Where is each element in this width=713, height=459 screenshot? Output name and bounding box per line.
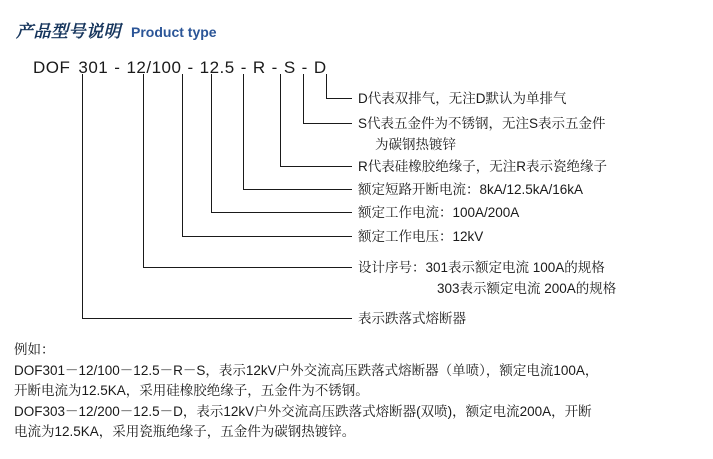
leader-design-serial <box>144 74 353 268</box>
page-title-cn: 产品型号说明 <box>16 22 121 41</box>
leader-s <box>304 74 353 124</box>
example-line-1: DOF301－12/100－12.5－R－S，表示12kV户外交流高压跌落式熔断器（单喷），额定电流100A， <box>14 362 599 378</box>
callout-double-vent: D代表双排气，无注D默认为单排气 <box>358 91 567 106</box>
leader-d <box>327 74 353 99</box>
model-segment-dof: DOF <box>33 58 71 77</box>
model-dash-2: - <box>187 58 194 77</box>
model-code-row <box>32 58 328 78</box>
callout-rated-current: 额定工作电流：100A/200A <box>358 205 520 220</box>
callout-design-serial: 设计序号：301表示额定电流 100A的规格 <box>358 260 605 275</box>
callout-insulator: R代表硅橡胶绝缘子，无注R表示瓷绝缘子 <box>358 159 607 174</box>
leader-breaking-current <box>244 74 353 190</box>
callout-product-name: 表示跌落式熔断器 <box>358 311 466 326</box>
example-block <box>14 340 704 443</box>
callout-breaking-current: 额定短路开断电流：8kA/12.5kA/16kA <box>358 182 584 197</box>
model-dash-5: - <box>301 58 308 77</box>
model-segment-301: 301 <box>78 58 109 77</box>
leader-r <box>281 74 353 167</box>
callout-galvanized: 为碳钢热镀锌 <box>375 137 456 152</box>
model-segment-d: D <box>313 58 327 77</box>
callout-design-serial-2: 303表示额定电流 200A的规格 <box>437 281 617 296</box>
callout-stainless-steel: S代表五金件为不锈钢，无注S表示五金件 <box>358 116 606 131</box>
leader-rated-current <box>212 74 353 213</box>
model-segment-12-100: 12/100 <box>126 58 182 77</box>
example-line-3: DOF303－12/200－12.5－D，表示12kV户外交流高压跌落式熔断器(双喷)，额定电流200A，开断 <box>14 403 592 419</box>
example-line-2: 开断电流为12.5KA，采用硅橡胶绝缘子，五金件为不锈钢。 <box>14 383 369 398</box>
model-dash-4: - <box>271 58 278 77</box>
model-segment-12-5: 12.5 <box>199 58 235 77</box>
page-title-en: Product type <box>131 24 217 40</box>
model-dash-1: - <box>114 58 121 77</box>
model-segment-r: R <box>252 58 266 77</box>
model-segment-s: S <box>283 58 296 77</box>
example-lead: 例如： <box>14 342 55 357</box>
leader-product-name <box>83 74 353 319</box>
model-dash-3: - <box>240 58 247 77</box>
example-line-4: 电流为12.5KA，采用瓷瓶绝缘子，五金件为碳钢热镀锌。 <box>14 424 356 439</box>
section-header <box>16 17 217 42</box>
callout-rated-voltage: 额定工作电压：12kV <box>358 229 484 244</box>
leader-rated-voltage <box>183 74 353 237</box>
